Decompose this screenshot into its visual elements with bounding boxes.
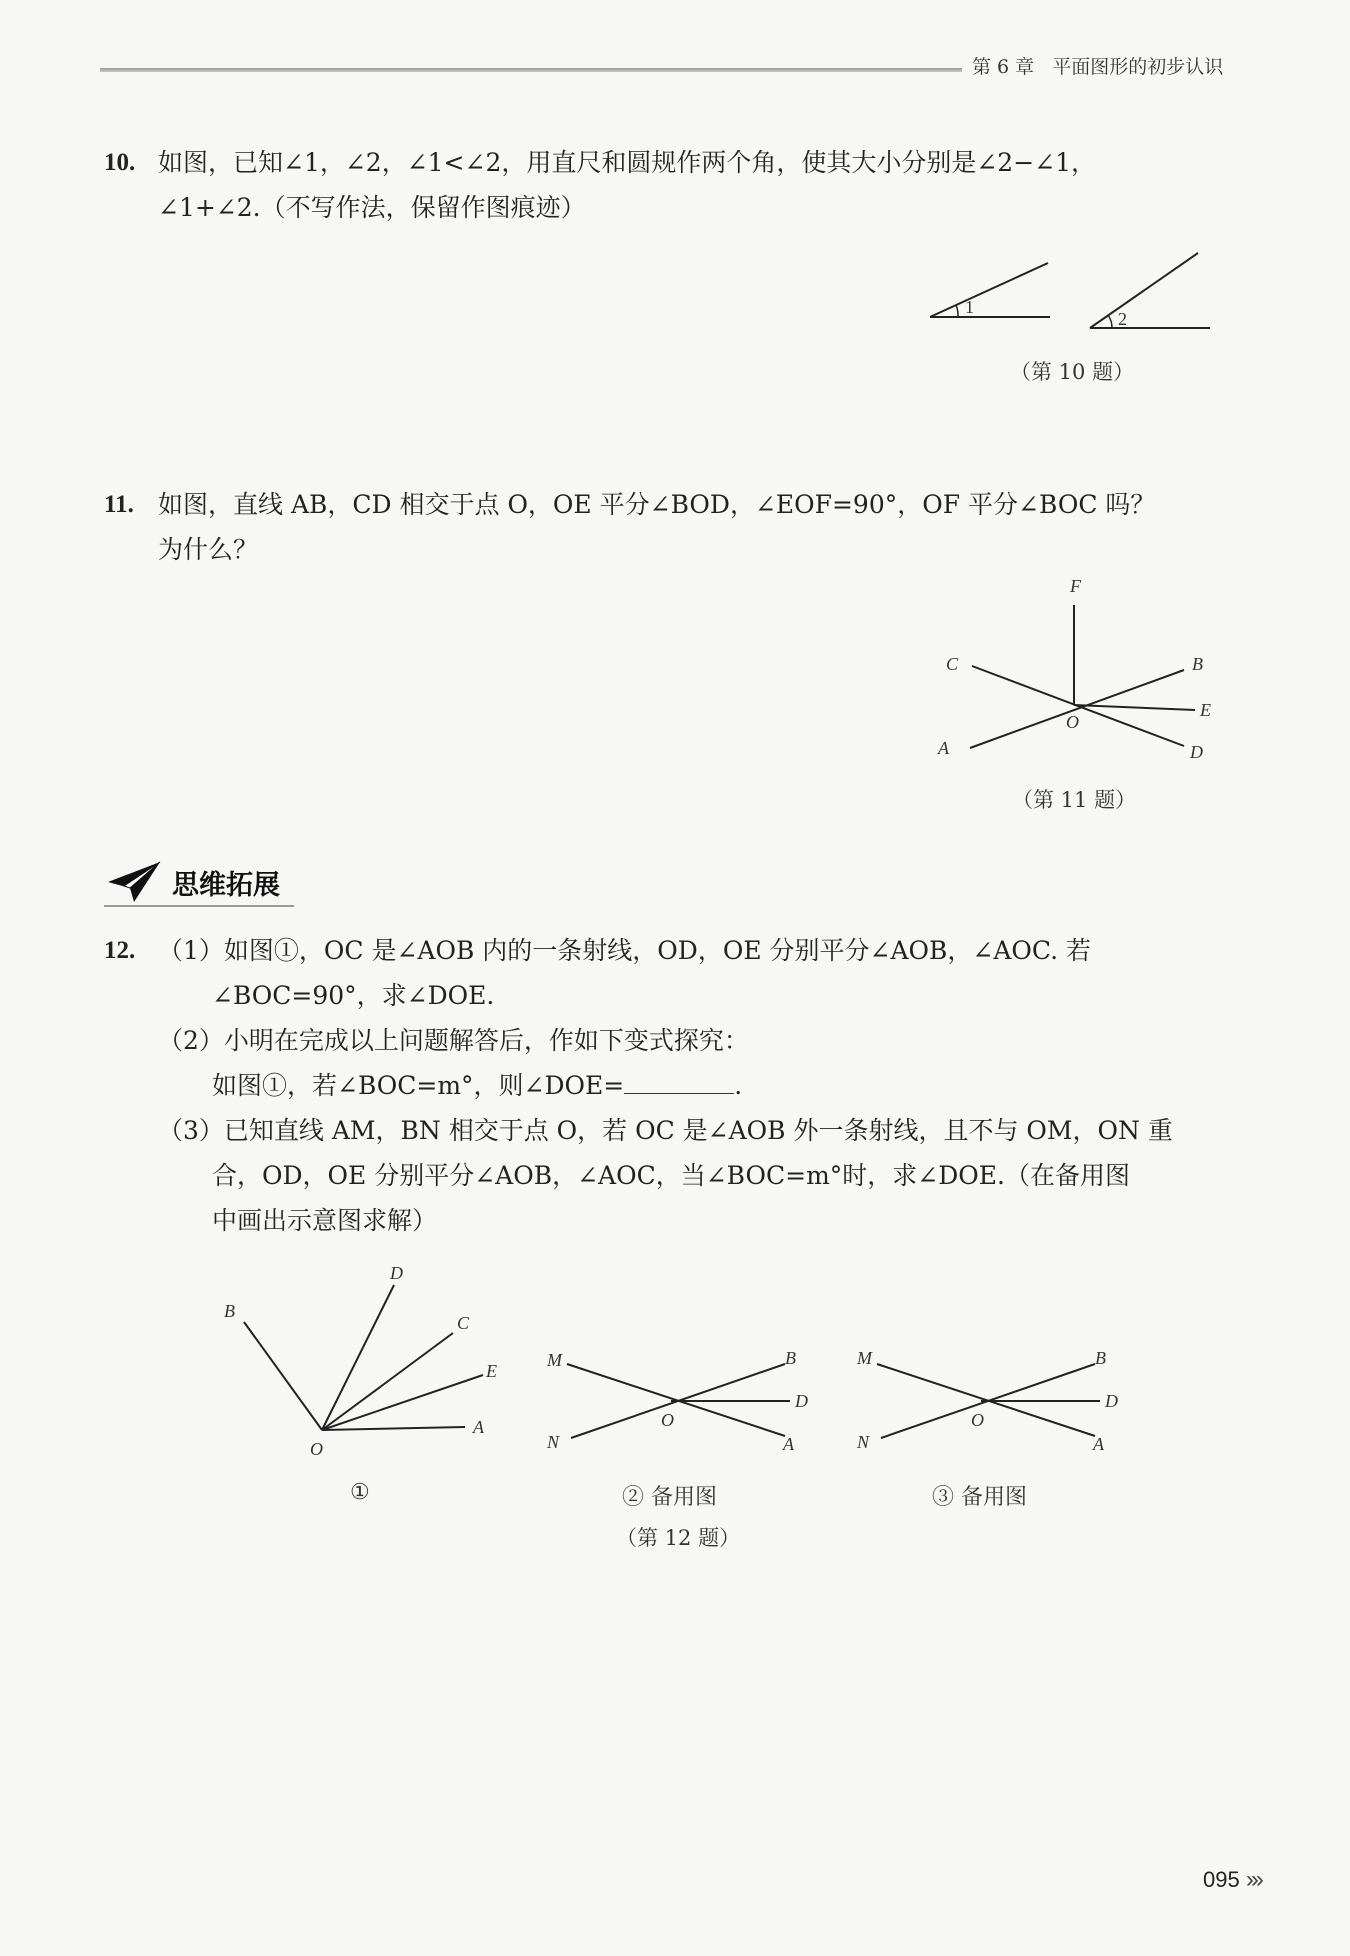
question-12-part1-line2: ∠BOC=90°，求∠DOE. bbox=[212, 981, 495, 1010]
fig1-label-O: O bbox=[310, 1439, 323, 1459]
fig3-label-M: M bbox=[857, 1348, 872, 1368]
ray-OB bbox=[244, 1322, 322, 1430]
chapter-label: 第 6 章 bbox=[972, 56, 1035, 78]
angle-1-label: 1 bbox=[965, 297, 974, 317]
fig3-label-A: A bbox=[1093, 1434, 1104, 1454]
page-number bbox=[1203, 1866, 1261, 1894]
ray-OA bbox=[322, 1427, 465, 1430]
fig1-label-B: B bbox=[224, 1301, 235, 1321]
question-12-part1-line1: （1）如图①，OC 是∠AOB 内的一条射线，OD，OE 分别平分∠AOB，∠AOC. 若 bbox=[158, 936, 1092, 965]
label-E: E bbox=[1200, 700, 1211, 720]
header-rule bbox=[100, 68, 962, 72]
figure-11-lines bbox=[920, 570, 1240, 770]
fig1-label-E: E bbox=[486, 1361, 497, 1381]
ray-OC bbox=[322, 1333, 453, 1430]
question-10-line-2: ∠1+∠2.（不写作法，保留作图痕迹） bbox=[158, 193, 586, 222]
fig2-label-M: M bbox=[547, 1350, 562, 1370]
next-arrows-icon: ››› bbox=[1245, 1866, 1261, 1893]
paper-plane-icon bbox=[104, 856, 164, 906]
label-B: B bbox=[1192, 654, 1203, 674]
label-A: A bbox=[938, 738, 949, 758]
fig2-label-D: D bbox=[795, 1391, 808, 1411]
figure-12-1-caption: ① bbox=[350, 1480, 370, 1505]
angle-2-label: 2 bbox=[1118, 309, 1127, 329]
question-10-number: 10. bbox=[104, 149, 136, 176]
fig1-label-A: A bbox=[473, 1417, 484, 1437]
label-C: C bbox=[946, 654, 959, 674]
question-12-part3-line3: 中画出示意图求解） bbox=[212, 1206, 438, 1235]
figure-12-caption: （第 12 题） bbox=[616, 1526, 741, 1550]
chapter-title: 平面图形的初步认识 bbox=[1052, 56, 1224, 78]
question-11-number: 11. bbox=[104, 491, 134, 518]
fig3-label-D: D bbox=[1105, 1391, 1118, 1411]
question-11-line-2: 为什么？ bbox=[158, 535, 259, 564]
label-F: F bbox=[1070, 576, 1081, 596]
part2-text: 如图①，若∠BOC=m°，则∠DOE= bbox=[212, 1071, 625, 1100]
figure-12-3-caption: ③ 备用图 bbox=[932, 1485, 1027, 1510]
fig3-label-B: B bbox=[1095, 1348, 1106, 1368]
fig2-label-N: N bbox=[547, 1432, 560, 1452]
fig3-label-N: N bbox=[857, 1432, 870, 1452]
label-D: D bbox=[1190, 742, 1203, 762]
question-11-line-1: 如图，直线 AB，CD 相交于点 O，OE 平分∠BOD，∠EOF=90°，OF 平分∠BOC 吗？ bbox=[158, 490, 1156, 519]
section-underline bbox=[104, 905, 294, 907]
fig2-label-O: O bbox=[661, 1410, 674, 1430]
question-12-part2-line2 bbox=[212, 1063, 742, 1108]
figure-10-angles bbox=[920, 245, 1220, 345]
angle-2 bbox=[1090, 253, 1210, 329]
figure-10-caption: （第 10 题） bbox=[1010, 360, 1135, 384]
figure-12-2 bbox=[535, 1340, 825, 1460]
figure-12-3 bbox=[845, 1340, 1135, 1460]
label-O: O bbox=[1066, 712, 1079, 732]
fig1-label-D: D bbox=[390, 1265, 403, 1283]
fig3-label-O: O bbox=[971, 1410, 984, 1430]
ray-OE bbox=[1074, 705, 1195, 710]
question-12-part3-line2: 合，OD，OE 分别平分∠AOB，∠AOC，当∠BOC=m°时，求∠DOE.（在备用图 bbox=[212, 1161, 1130, 1190]
question-12-number: 12. bbox=[104, 937, 136, 964]
section-title: 思维拓展 bbox=[172, 870, 280, 901]
question-12-part2-line1: （2）小明在完成以上问题解答后，作如下变式探究： bbox=[158, 1026, 749, 1055]
page-number-value: 095 bbox=[1203, 1867, 1240, 1892]
fig2-label-A: A bbox=[783, 1434, 794, 1454]
fig1-label-C: C bbox=[457, 1313, 470, 1333]
angle-1 bbox=[930, 263, 1050, 317]
question-10-line-1: 如图，已知∠1，∠2，∠1<∠2，用直尺和圆规作两个角，使其大小分别是∠2−∠1， bbox=[158, 148, 1097, 177]
figure-12-2-caption: ② 备用图 bbox=[622, 1485, 717, 1510]
part2-period: . bbox=[734, 1071, 743, 1100]
running-header bbox=[972, 52, 1223, 79]
figure-12-1 bbox=[210, 1265, 510, 1460]
figure-11-caption: （第 11 题） bbox=[1012, 788, 1137, 812]
answer-blank bbox=[624, 1067, 734, 1094]
fig2-label-B: B bbox=[785, 1348, 796, 1368]
question-12-part3-line1: （3）已知直线 AM，BN 相交于点 O，若 OC 是∠AOB 外一条射线，且不与 OM，ON 重 bbox=[158, 1116, 1173, 1145]
